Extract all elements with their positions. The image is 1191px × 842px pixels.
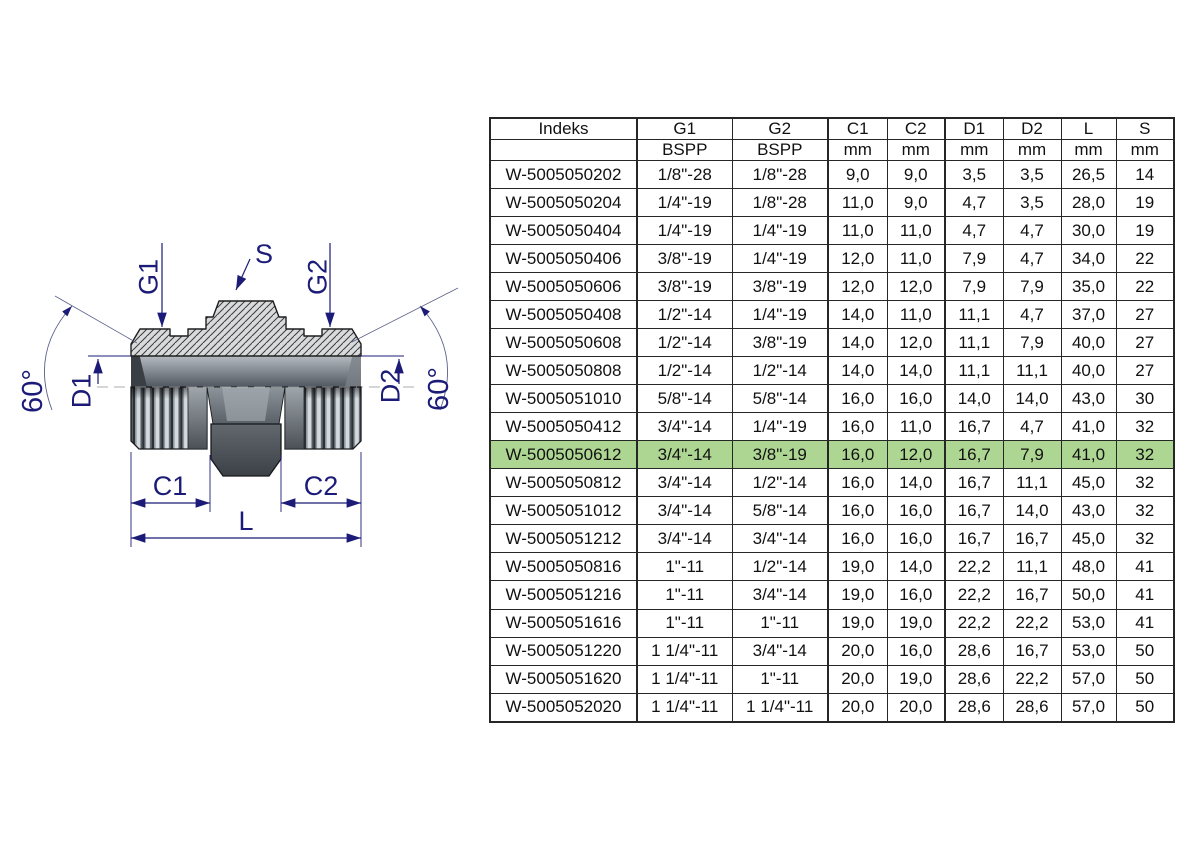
- table-cell: 28,6: [945, 665, 1003, 693]
- table-cell: 3/4"-14: [732, 581, 828, 609]
- table-cell: 22,2: [945, 581, 1003, 609]
- table-cell: 5/8"-14: [732, 385, 828, 413]
- table-cell: 50: [1116, 637, 1174, 665]
- table-cell: 16,0: [828, 497, 887, 525]
- table-row: [490, 217, 1174, 245]
- table-cell: 11,1: [1003, 553, 1061, 581]
- column-unit: BSPP: [637, 140, 732, 161]
- table-cell: 19,0: [887, 609, 945, 637]
- table-cell: 19,0: [828, 553, 887, 581]
- table-cell: 1"-11: [637, 609, 732, 637]
- table-cell: 1/4"-19: [637, 189, 732, 217]
- column-header: G1: [637, 118, 732, 140]
- table-cell: 53,0: [1061, 637, 1116, 665]
- table-cell: 7,9: [945, 273, 1003, 301]
- table-cell: 30: [1116, 385, 1174, 413]
- table-row: [490, 637, 1174, 665]
- table-cell: 14,0: [1003, 385, 1061, 413]
- table-cell: 1"-11: [732, 665, 828, 693]
- table-cell: 4,7: [945, 217, 1003, 245]
- table-row: [490, 189, 1174, 217]
- table-row: [490, 329, 1174, 357]
- table-cell: W-5005050808: [490, 357, 637, 385]
- table-cell: 14,0: [828, 301, 887, 329]
- table-cell: 7,9: [1003, 329, 1061, 357]
- table-cell: W-5005050606: [490, 273, 637, 301]
- table-cell: W-5005050204: [490, 189, 637, 217]
- table-cell: W-5005050404: [490, 217, 637, 245]
- hex-nut: [211, 424, 281, 476]
- table-row: [490, 525, 1174, 553]
- table-cell: 1/2"-14: [637, 329, 732, 357]
- table-cell: 11,0: [828, 217, 887, 245]
- table-cell: W-5005051212: [490, 525, 637, 553]
- table-cell: 32: [1116, 469, 1174, 497]
- table-cell: 3/4"-14: [637, 497, 732, 525]
- table-cell: 16,7: [1003, 525, 1061, 553]
- table-row: [490, 301, 1174, 329]
- table-cell: 12,0: [828, 273, 887, 301]
- table-row: [490, 581, 1174, 609]
- table-cell: 9,0: [887, 189, 945, 217]
- spec-table: [489, 117, 1175, 723]
- table-cell: 40,0: [1061, 357, 1116, 385]
- column-unit: mm: [1061, 140, 1116, 161]
- table-cell: 1 1/4"-11: [637, 637, 732, 665]
- table-cell: 22,2: [945, 553, 1003, 581]
- column-header: Indeks: [490, 118, 637, 140]
- table-cell: 14,0: [887, 469, 945, 497]
- table-cell: 3/8"-19: [732, 273, 828, 301]
- table-cell: 3/8"-19: [732, 441, 828, 469]
- table-cell: 16,0: [887, 525, 945, 553]
- table-cell: 3,5: [1003, 189, 1061, 217]
- table-cell: 20,0: [828, 637, 887, 665]
- column-unit: mm: [887, 140, 945, 161]
- table-cell: W-5005050202: [490, 161, 637, 189]
- table-row: [490, 161, 1174, 189]
- table-cell: W-5005051616: [490, 609, 637, 637]
- table-cell: 12,0: [887, 441, 945, 469]
- table-cell: 1"-11: [637, 553, 732, 581]
- table-cell: 20,0: [828, 693, 887, 722]
- table-cell: 20,0: [887, 693, 945, 722]
- table-cell: 19: [1116, 189, 1174, 217]
- table-units-row: [490, 140, 1174, 161]
- table-cell: 1 1/4"-11: [637, 693, 732, 722]
- table-cell: 50: [1116, 693, 1174, 722]
- table-cell: 28,0: [1061, 189, 1116, 217]
- table-cell: W-5005050408: [490, 301, 637, 329]
- table-cell: 14,0: [1003, 497, 1061, 525]
- table-cell: 50,0: [1061, 581, 1116, 609]
- table-cell: 11,0: [828, 189, 887, 217]
- table-row: [490, 245, 1174, 273]
- table-cell: 16,0: [887, 385, 945, 413]
- table-cell: 1/8"-28: [732, 161, 828, 189]
- table-cell: 14,0: [887, 357, 945, 385]
- table-cell: 28,6: [945, 693, 1003, 722]
- column-header: C1: [828, 118, 887, 140]
- table-cell: 30,0: [1061, 217, 1116, 245]
- column-unit: mm: [828, 140, 887, 161]
- table-cell: 4,7: [1003, 245, 1061, 273]
- table-cell: 19,0: [887, 665, 945, 693]
- s-leader: [236, 259, 250, 290]
- table-cell: 41,0: [1061, 441, 1116, 469]
- table-cell: 12,0: [887, 329, 945, 357]
- table-cell: 41: [1116, 609, 1174, 637]
- table-cell: 4,7: [1003, 413, 1061, 441]
- table-cell: 1/2"-14: [732, 553, 828, 581]
- table-cell: 16,0: [887, 497, 945, 525]
- table-cell: 1/4"-19: [732, 217, 828, 245]
- table-cell: 40,0: [1061, 329, 1116, 357]
- table-cell: 1 1/4"-11: [732, 693, 828, 722]
- table-cell: 41: [1116, 581, 1174, 609]
- table-head: [490, 118, 1174, 161]
- table-cell: 41: [1116, 553, 1174, 581]
- table-cell: 16,0: [887, 581, 945, 609]
- table-cell: 4,7: [1003, 301, 1061, 329]
- table-cell: W-5005050608: [490, 329, 637, 357]
- table-cell: 16,0: [828, 469, 887, 497]
- table-cell: 43,0: [1061, 385, 1116, 413]
- table-cell: 43,0: [1061, 497, 1116, 525]
- table-cell: 22,2: [1003, 665, 1061, 693]
- column-header: D2: [1003, 118, 1061, 140]
- table-cell: 11,1: [1003, 357, 1061, 385]
- table-cell: 41,0: [1061, 413, 1116, 441]
- table-cell: 16,7: [945, 525, 1003, 553]
- table-cell: 57,0: [1061, 665, 1116, 693]
- table-cell: 16,0: [828, 413, 887, 441]
- table-cell: 28,6: [1003, 693, 1061, 722]
- table-row: [490, 693, 1174, 722]
- table-cell: 16,7: [1003, 637, 1061, 665]
- table-cell: 5/8"-14: [732, 497, 828, 525]
- table-cell: 1"-11: [637, 581, 732, 609]
- table-cell: 3/8"-19: [637, 245, 732, 273]
- column-unit: mm: [1116, 140, 1174, 161]
- table-cell: 32: [1116, 497, 1174, 525]
- label-angle-left: 60°: [17, 369, 50, 413]
- table-cell: 7,9: [945, 245, 1003, 273]
- table-body: [490, 161, 1174, 723]
- column-unit: BSPP: [732, 140, 828, 161]
- label-c2: C2: [303, 471, 339, 501]
- table-cell: 16,0: [828, 441, 887, 469]
- table-cell: 16,0: [828, 525, 887, 553]
- table-cell: 32: [1116, 413, 1174, 441]
- table-cell: W-5005050412: [490, 413, 637, 441]
- table-cell: 12,0: [887, 273, 945, 301]
- table-cell: 1/2"-14: [637, 301, 732, 329]
- table-cell: 16,7: [945, 441, 1003, 469]
- table-cell: 3/4"-14: [637, 413, 732, 441]
- fitting-diagram: [0, 0, 489, 842]
- table-cell: 3/4"-14: [732, 525, 828, 553]
- table-cell: 16,7: [945, 413, 1003, 441]
- table-cell: 22,2: [945, 609, 1003, 637]
- table-cell: 11,0: [887, 301, 945, 329]
- table-cell: 45,0: [1061, 469, 1116, 497]
- table-row: [490, 609, 1174, 637]
- table-cell: 3/4"-14: [732, 637, 828, 665]
- table-cell: W-5005051620: [490, 665, 637, 693]
- table-cell: 19: [1116, 217, 1174, 245]
- table-cell: W-5005051220: [490, 637, 637, 665]
- table-cell: 14,0: [828, 329, 887, 357]
- table-cell: W-5005050612: [490, 441, 637, 469]
- table-cell: 1/4"-19: [732, 413, 828, 441]
- table-cell: 22: [1116, 245, 1174, 273]
- table-cell: 5/8"-14: [637, 385, 732, 413]
- table-cell: 7,9: [1003, 441, 1061, 469]
- table-cell: 9,0: [828, 161, 887, 189]
- table-cell: 16,7: [945, 497, 1003, 525]
- table-cell: 45,0: [1061, 525, 1116, 553]
- label-d1: D1: [66, 373, 97, 409]
- fitting-body: [131, 301, 361, 476]
- table-cell: 1/8"-28: [637, 161, 732, 189]
- table-cell: 12,0: [828, 245, 887, 273]
- table-cell: W-5005051216: [490, 581, 637, 609]
- table-cell: W-5005050406: [490, 245, 637, 273]
- table-row: [490, 413, 1174, 441]
- table-cell: 3/4"-14: [637, 441, 732, 469]
- column-unit: [490, 140, 637, 161]
- table-row: [490, 497, 1174, 525]
- table-cell: 16,0: [828, 385, 887, 413]
- table-cell: 1/2"-14: [637, 357, 732, 385]
- table-cell: 3/4"-14: [637, 525, 732, 553]
- table-cell: 27: [1116, 329, 1174, 357]
- table-cell: 3,5: [1003, 161, 1061, 189]
- table-cell: W-5005052020: [490, 693, 637, 722]
- column-header: S: [1116, 118, 1174, 140]
- table-cell: 48,0: [1061, 553, 1116, 581]
- column-header: D1: [945, 118, 1003, 140]
- table-cell: 19,0: [828, 609, 887, 637]
- table-row: [490, 273, 1174, 301]
- table-row: [490, 357, 1174, 385]
- table-cell: 11,0: [887, 217, 945, 245]
- label-d2: D2: [375, 368, 406, 404]
- column-header: L: [1061, 118, 1116, 140]
- table-cell: W-5005051012: [490, 497, 637, 525]
- table-cell: 11,1: [945, 329, 1003, 357]
- table-cell: 57,0: [1061, 693, 1116, 722]
- column-unit: mm: [945, 140, 1003, 161]
- table-cell: 4,7: [945, 189, 1003, 217]
- table-cell: 1"-11: [732, 609, 828, 637]
- table-row: [490, 553, 1174, 581]
- table-row: [490, 469, 1174, 497]
- table-cell: 14: [1116, 161, 1174, 189]
- table-cell: W-5005050816: [490, 553, 637, 581]
- label-s: S: [254, 239, 274, 269]
- table-cell: 1/4"-19: [732, 301, 828, 329]
- table-cell: 7,9: [1003, 273, 1061, 301]
- table-cell: 34,0: [1061, 245, 1116, 273]
- table-cell: W-5005051010: [490, 385, 637, 413]
- table-cell: 3/8"-19: [637, 273, 732, 301]
- table-cell: 11,1: [945, 357, 1003, 385]
- table-cell: 11,1: [945, 301, 1003, 329]
- table-cell: 14,0: [887, 553, 945, 581]
- table-cell: 27: [1116, 357, 1174, 385]
- table-cell: 37,0: [1061, 301, 1116, 329]
- label-angle-right: 60°: [423, 367, 456, 411]
- table-cell: 11,0: [887, 245, 945, 273]
- table-cell: 11,1: [1003, 469, 1061, 497]
- column-header: C2: [887, 118, 945, 140]
- table-cell: 3/4"-14: [637, 469, 732, 497]
- table-cell: 50: [1116, 665, 1174, 693]
- table-cell: 32: [1116, 525, 1174, 553]
- table-cell: W-5005050812: [490, 469, 637, 497]
- table-cell: 19,0: [828, 581, 887, 609]
- label-c1: C1: [152, 471, 188, 501]
- table-cell: 53,0: [1061, 609, 1116, 637]
- label-g1: G1: [133, 258, 164, 296]
- table-header-row: [490, 118, 1174, 140]
- table-cell: 9,0: [887, 161, 945, 189]
- table-cell: 3/8"-19: [732, 329, 828, 357]
- table-cell: 14,0: [945, 385, 1003, 413]
- column-unit: mm: [1003, 140, 1061, 161]
- table-cell: 26,5: [1061, 161, 1116, 189]
- table-cell: 22: [1116, 273, 1174, 301]
- table-cell: 4,7: [1003, 217, 1061, 245]
- table-cell: 1/4"-19: [732, 245, 828, 273]
- table-cell: 1/2"-14: [732, 469, 828, 497]
- label-g2: G2: [302, 258, 333, 296]
- table-cell: 32: [1116, 441, 1174, 469]
- section-hatched: [131, 301, 361, 356]
- table-cell: 1 1/4"-11: [637, 665, 732, 693]
- table-cell: 35,0: [1061, 273, 1116, 301]
- table-cell: 14,0: [828, 357, 887, 385]
- table-cell: 1/2"-14: [732, 357, 828, 385]
- label-l: L: [238, 506, 254, 536]
- table-row: [490, 385, 1174, 413]
- table-row-highlighted: [490, 441, 1174, 469]
- table-cell: 27: [1116, 301, 1174, 329]
- table-cell: 1/4"-19: [637, 217, 732, 245]
- table-cell: 3,5: [945, 161, 1003, 189]
- table-cell: 16,7: [1003, 581, 1061, 609]
- table-cell: 11,0: [887, 413, 945, 441]
- table-cell: 20,0: [828, 665, 887, 693]
- table-cell: 16,0: [887, 637, 945, 665]
- table-cell: 1/8"-28: [732, 189, 828, 217]
- column-header: G2: [732, 118, 828, 140]
- table-cell: 28,6: [945, 637, 1003, 665]
- table-cell: 16,7: [945, 469, 1003, 497]
- table-cell: 22,2: [1003, 609, 1061, 637]
- table-row: [490, 665, 1174, 693]
